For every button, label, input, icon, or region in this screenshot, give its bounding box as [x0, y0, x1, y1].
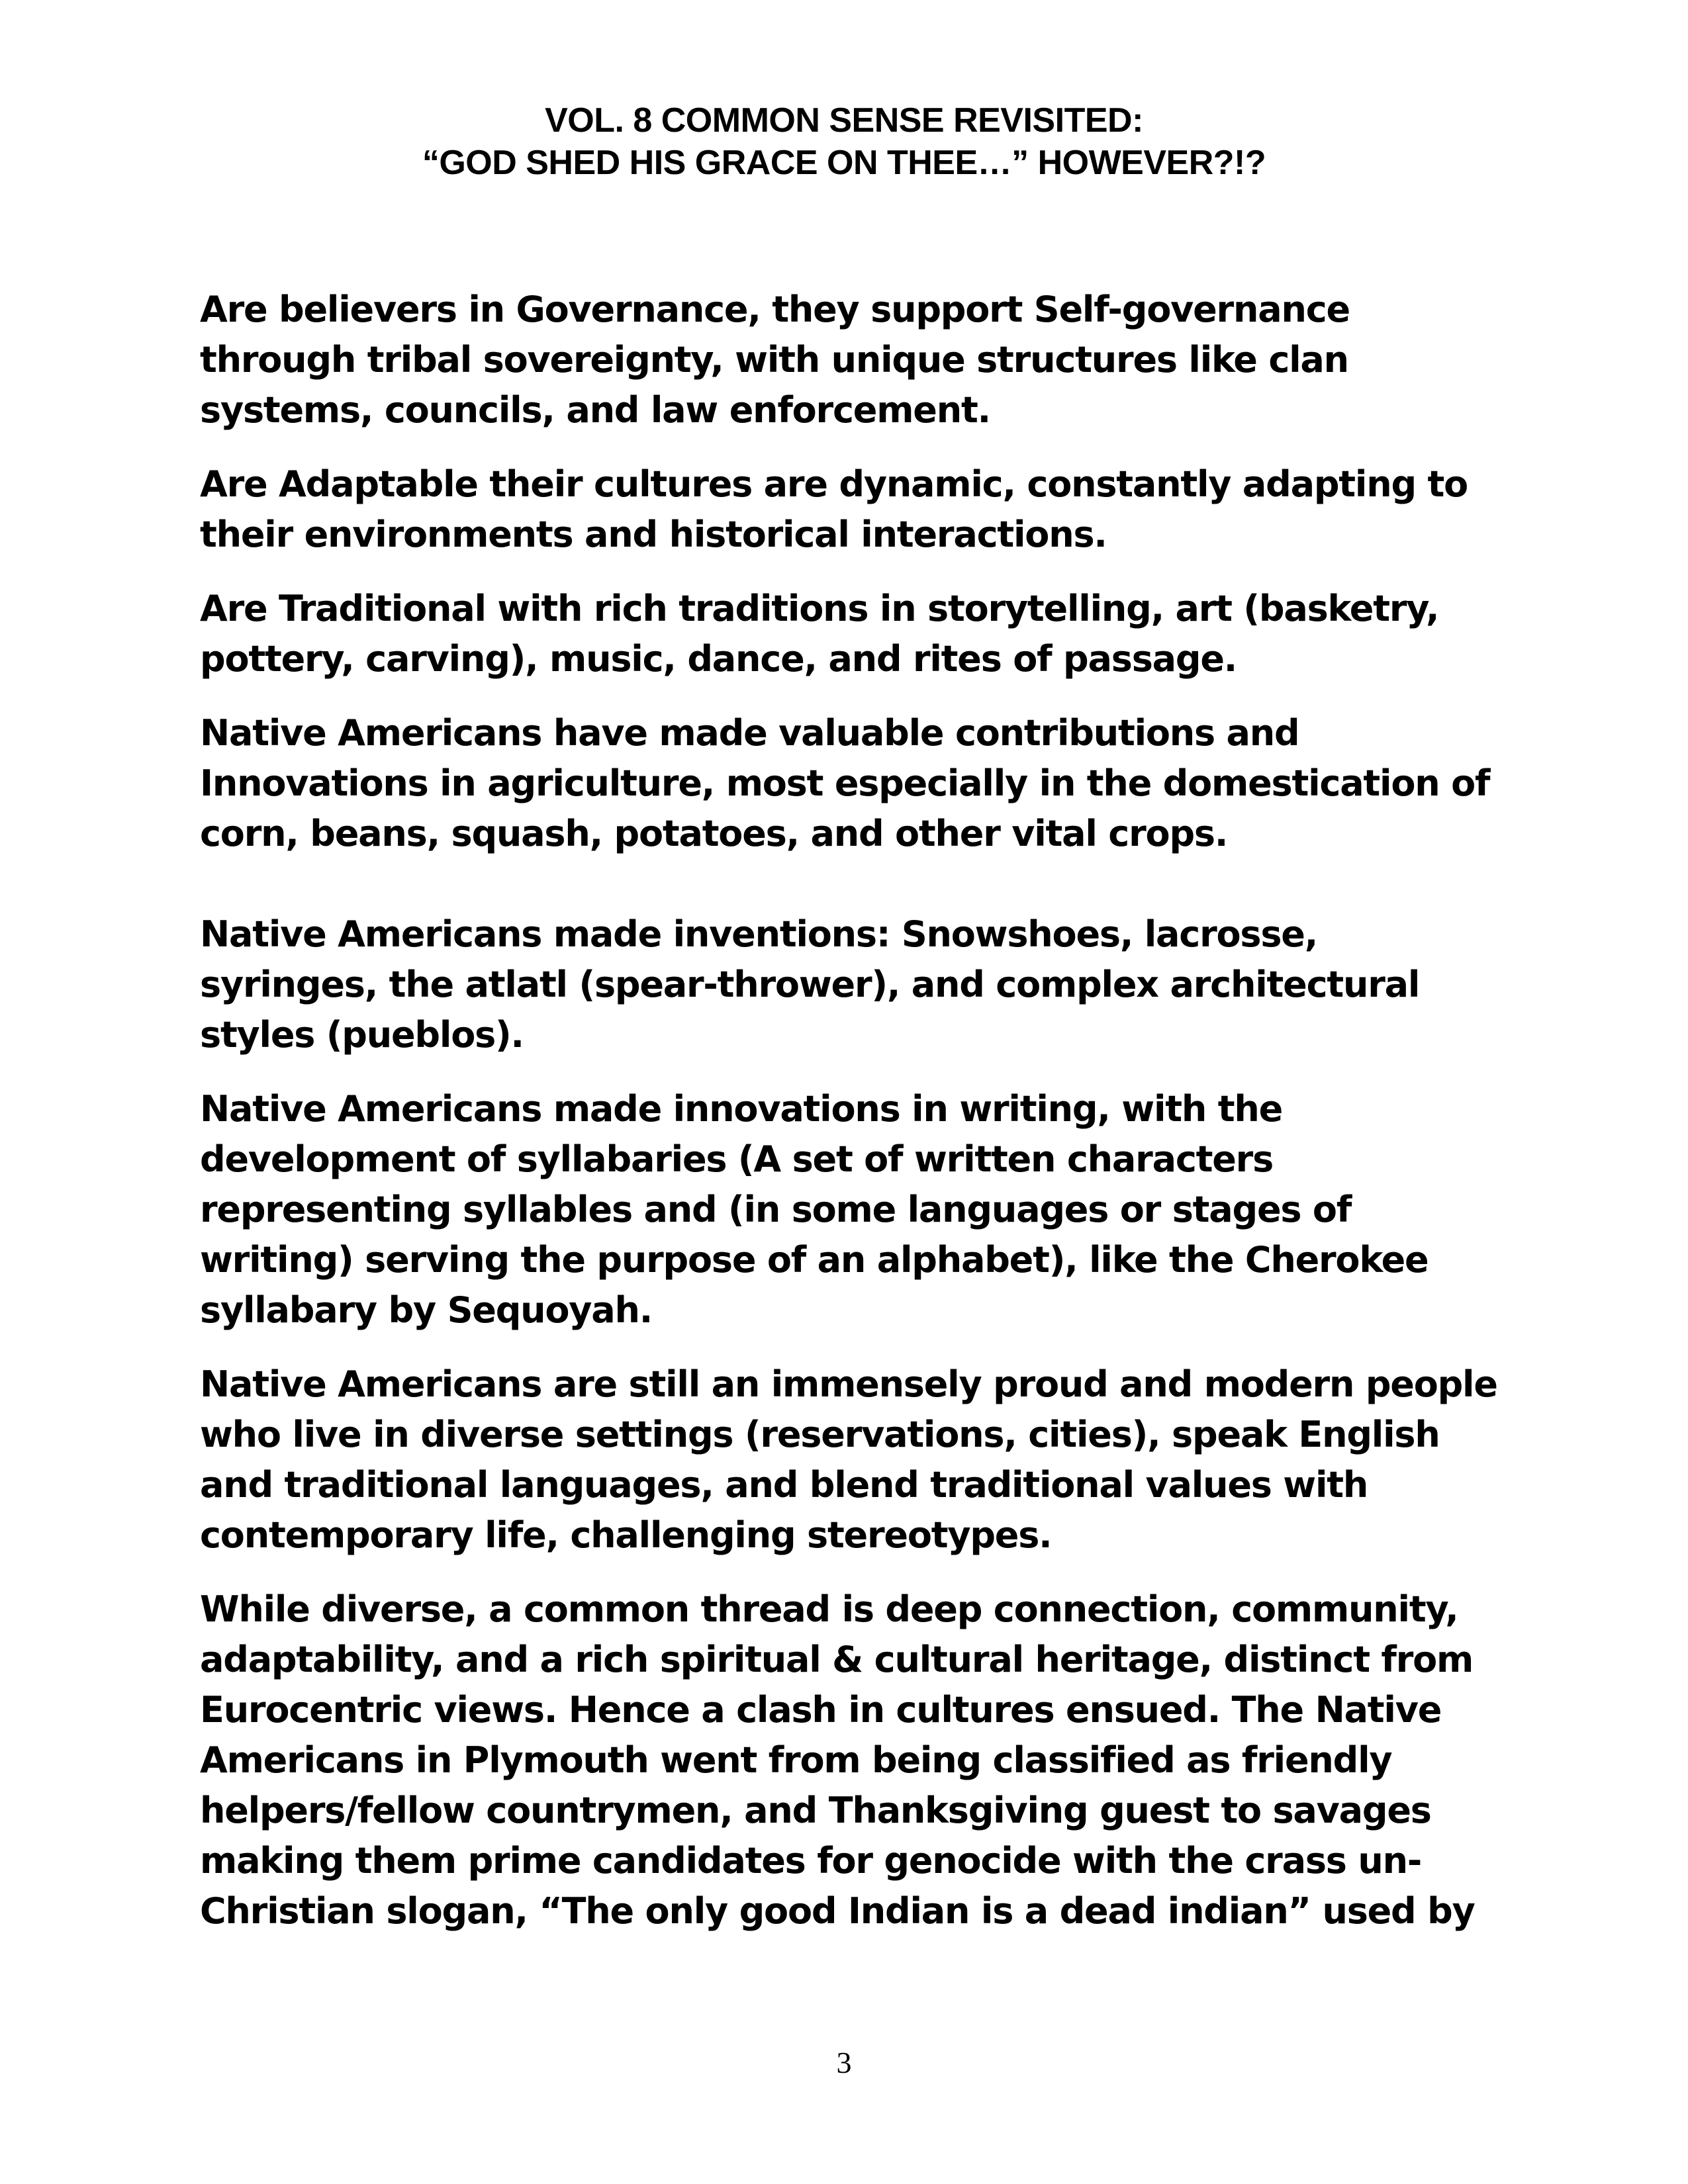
body-text — [200, 285, 1497, 1960]
paragraph-inventions: Native Americans made inventions: Snowshoes, lacrosse, syringes, the atlatl (spear-thrower), and complex architectural styles (pueblos). — [200, 913, 1420, 1056]
paragraph-governance: Are believers in Governance, they support Self-governance through tribal sovereignty, with unique structures like clan systems, councils, and law enforcement. — [200, 289, 1350, 431]
paragraph-adaptable: Are Adaptable their cultures are dynamic, constantly adapting to their environments and historical interactions. — [200, 463, 1468, 555]
paragraph-modern-people: Native Americans are still an immensely proud and modern people who live in diverse settings (reservations, cities), speak English and traditional languages, and blend traditional values with contemporary life, challenging stereotypes. — [200, 1363, 1497, 1556]
title-line-1: VOL. 8 COMMON SENSE REVISITED: — [545, 101, 1143, 140]
paragraph-agriculture: Native Americans have made valuable contributions and Innovations in agriculture, most especially in the domestication of corn, beans, squash, potatoes, and other vital crops. — [200, 712, 1490, 854]
title-line-2: “GOD SHED HIS GRACE ON THEE…” HOWEVER?!? — [422, 144, 1266, 182]
paragraph-writing: Native Americans made innovations in writing, with the development of syllabaries (A set of written characters representing syllables and (in some languages or stages of writing) serving the purpose of an alphabet), like the Cherokee syllabary by Sequoyah. — [200, 1088, 1429, 1331]
page-number: 3 — [836, 2046, 852, 2079]
page-title — [0, 99, 1688, 184]
paragraph-common-thread: While diverse, a common thread is deep connection, community, adaptability, and a rich spiritual & cultural heritage, distinct from Eurocentric views. Hence a clash in cultures ensued. The Native Americans in Plymouth went from being classified as friendly helpers/fellow countrymen, and Thanksgiving guest to savages making them prime candidates for genocide with the crass un-Christian slogan, “The only good Indian is a dead indian” used by — [200, 1588, 1475, 1932]
paragraph-traditional: Are Traditional with rich traditions in storytelling, art (basketry, pottery, carving), music, dance, and rites of passage. — [200, 588, 1439, 680]
